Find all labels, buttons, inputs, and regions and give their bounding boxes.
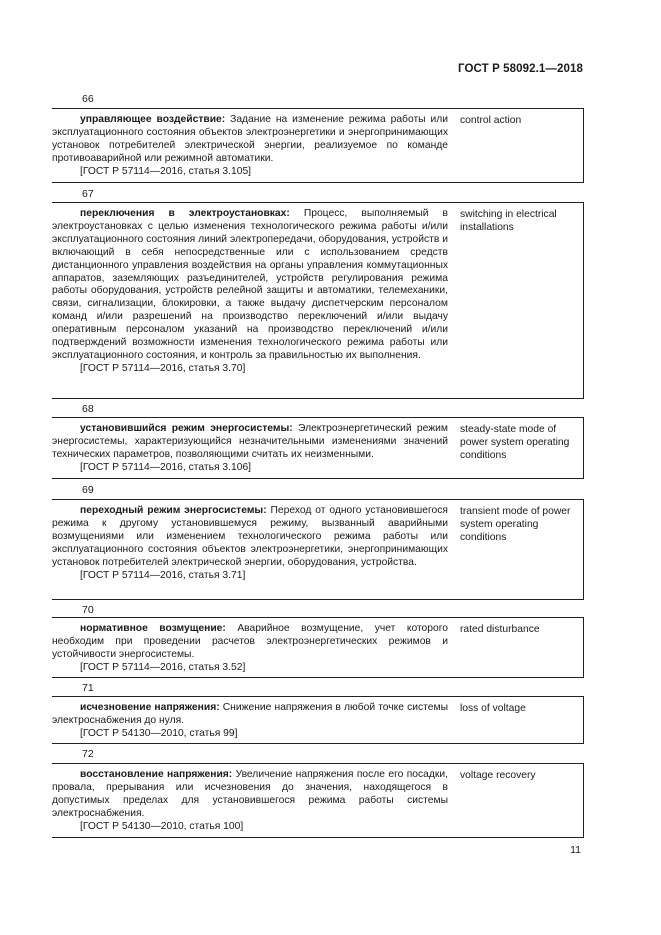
term-entry bbox=[52, 108, 584, 183]
term-entry bbox=[52, 417, 584, 479]
term-source: [ГОСТ Р 57114—2016, статья 3.52] bbox=[80, 661, 246, 673]
term-source: [ГОСТ Р 57114—2016, статья 3.70] bbox=[80, 362, 246, 374]
term-title: переключения в электроустановках: bbox=[80, 208, 290, 219]
term-english: steady-state mode of power system operating conditions bbox=[460, 424, 570, 461]
term-russian bbox=[52, 623, 448, 675]
term-entry bbox=[52, 617, 584, 678]
term-number: 70 bbox=[82, 604, 94, 616]
term-entry bbox=[52, 499, 584, 600]
term-russian bbox=[52, 505, 448, 582]
term-title: переходный режим энергосистемы: bbox=[80, 505, 267, 516]
term-source: [ГОСТ Р 57114—2016, статья 3.71] bbox=[80, 569, 246, 581]
term-source: [ГОСТ Р 54130—2010, статья 100] bbox=[80, 820, 244, 832]
page-number: 11 bbox=[570, 844, 581, 856]
term-entry bbox=[52, 763, 584, 838]
term-english: switching in electrical installations bbox=[460, 209, 557, 233]
term-title: установившийся режим энергосистемы: bbox=[80, 423, 293, 434]
term-definition: Электроэнергетический режим энергосистемы, характеризующийся незначительными изменениями значений технических параметров, позволяющими считать их неизменными. bbox=[52, 423, 448, 460]
term-english: voltage recovery bbox=[460, 770, 536, 781]
term-russian bbox=[52, 702, 448, 741]
term-source: [ГОСТ Р 54130—2010, статья 99] bbox=[80, 727, 238, 739]
term-definition: Переход от одного установившегося режима к другому установившемуся режиму, вызванный аварийными возмущениями или изменением технологического режима работы или эксплуатационного состояния объектов электроэнергетики, энергопринимающих установок потребителей электрической энергии, оборудования, устройства. bbox=[52, 505, 448, 568]
term-english: loss of voltage bbox=[460, 703, 526, 714]
term-number: 69 bbox=[82, 484, 94, 496]
term-number: 71 bbox=[82, 682, 94, 694]
term-title: управляющее воздействие: bbox=[80, 114, 226, 125]
term-entry bbox=[52, 696, 584, 744]
term-number: 68 bbox=[82, 403, 94, 415]
term-russian bbox=[52, 423, 448, 475]
term-russian bbox=[52, 769, 448, 834]
term-number: 67 bbox=[82, 188, 94, 200]
term-english: transient mode of power system operating conditions bbox=[460, 506, 571, 543]
term-number: 72 bbox=[82, 748, 94, 760]
term-title: исчезновение напряжения: bbox=[80, 702, 220, 713]
term-definition: Увеличение напряжения после его посадки, провала, прерывания или исчезновения до значения, находящегося в допустимых пределах для установившегося режима работы системы электроснабжения. bbox=[52, 769, 449, 819]
term-russian bbox=[52, 208, 448, 376]
term-number: 66 bbox=[82, 93, 94, 105]
term-english: rated disturbance bbox=[460, 624, 540, 635]
term-entry bbox=[52, 202, 584, 399]
term-source: [ГОСТ Р 57114—2016, статья 3.106] bbox=[80, 461, 252, 473]
term-definition: Задание на изменение режима работы или эксплуатационного состояния объектов электроэнергетики и энергопринимающих установок потребителей электрической энергии, реализуемое по команде противоаварийной или режимной автоматики. bbox=[52, 114, 448, 164]
term-english: control action bbox=[460, 115, 522, 126]
term-definition: Процесс, выполняемый в электроустановках с целью изменения технологического режима работы и/или эксплуатационного состояния линий электропередачи, оборудования, устройств и включающий в себя непосредственные или с использованием средств дистанционного управления воздействия на органы управления коммутационных аппаратов, заземляющих разъединителей, устройств регулирования режима работы оборудования, устройств релейной защиты и автоматики, телемеханики, связи, сигнализации, блокировки, а также выдачу диспетчерским персоналом команд и/или разрешений на производство переключений и/или выдачу оперативным персоналом указаний на производство переключений и/или подтверждений возможности изменения технологического режима работы или эксплуатационного состояния, и контроль за правильностью их выполнения. bbox=[52, 208, 448, 361]
term-title: восстановление напряжения: bbox=[80, 769, 233, 780]
term-russian bbox=[52, 114, 448, 179]
term-definition: Аварийное возмущение, учет которого необходим при проведении расчетов электроэнергетических режимов и устойчивости энергосистемы. bbox=[52, 623, 448, 660]
term-source: [ГОСТ Р 57114—2016, статья 3.105] bbox=[80, 165, 252, 177]
term-definition: Снижение напряжения в любой точке системы электроснабжения до нуля. bbox=[52, 702, 448, 726]
document-header: ГОСТ Р 58092.1—2018 bbox=[458, 63, 583, 75]
term-title: нормативное возмущение: bbox=[80, 623, 226, 634]
